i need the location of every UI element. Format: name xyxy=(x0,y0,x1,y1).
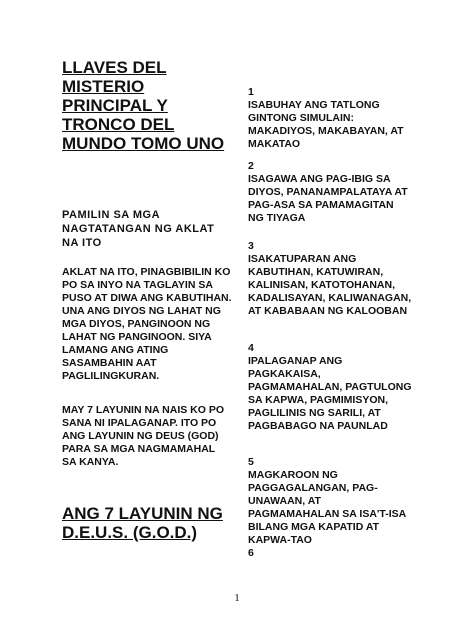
document-title: LLAVES DEL MISTERIO PRINCIPAL Y TRONCO DEL MUNDO TOMO UNO xyxy=(62,58,225,153)
list-item-number: 6 xyxy=(248,547,254,559)
list-item-text: MAGKAROON NG PAGGAGALANGAN, PAG-UNAWAAN, AT PAGMAMAHALAN SA ISA'T-ISA BILANG MGA KAPATID AT KAPWA-TAO xyxy=(248,469,406,546)
list-item-number: 3 xyxy=(248,240,254,252)
list-item-number: 4 xyxy=(248,342,254,354)
list-item-text: ISAKATUPARAN ANG KABUTIHAN, KATUWIRAN, KALINISAN, KATOTOHANAN, KADALISAYAN, KALIWANAGAN, AT KABABAAN NG KALOOBAN xyxy=(248,253,412,317)
list-item-text: IPALAGANAP ANG PAGKAKAISA, PAGMAMAHALAN, PAGTULONG SA KAPWA, PAGMIMISYON, PAGLILINIS NG SARILI, AT PAGBABAGO NA PAUNLAD xyxy=(248,355,412,432)
list-item-number: 5 xyxy=(248,456,254,468)
purpose-paragraph: MAY 7 LAYUNIN NA NAIS KO PO SANA NI IPALAGANAP. ITO PO ANG LAYUNIN NG DEUS (GOD) PARA SA MGA NAGMAMAHAL SA KANYA. xyxy=(62,404,225,468)
list-item-number: 1 xyxy=(248,86,254,98)
list-item-number: 2 xyxy=(248,160,254,172)
section-heading: ANG 7 LAYUNIN NG D.E.U.S. (G.O.D.) xyxy=(62,504,223,542)
intro-paragraph: AKLAT NA ITO, PINAGBIBILIN KO PO SA INYO NA TAGLAYIN SA PUSO AT DIWA ANG KABUTIHAN. UNA ANG DIYOS NG LAHAT NG MGA DIYOS, PANGINOON NG LAHAT NG PANGINOON. SIYA LAMANG ANG ATING SASAMBAHIN AAT PAGLILINGKURAN. xyxy=(62,266,232,382)
list-item xyxy=(248,342,412,433)
list-item xyxy=(248,86,412,151)
list-item xyxy=(248,240,412,318)
document-subtitle: PAMILIN SA MGA NAGTATANGAN NG AKLAT NA ITO xyxy=(62,209,215,249)
list-item-text: ISABUHAY ANG TATLONG GINTONG SIMULAIN: MAKADIYOS, MAKABAYAN, AT MAKATAO xyxy=(248,99,404,150)
list-item-text: ISAGAWA ANG PAG-IBIG SA DIYOS, PANANAMPALATAYA AT PAG-ASA SA PAMAMAGITAN NG TIYAGA xyxy=(248,173,408,224)
list-item xyxy=(248,456,412,547)
list-item xyxy=(248,160,412,225)
list-item xyxy=(248,547,412,560)
page-number: 1 xyxy=(234,592,240,604)
